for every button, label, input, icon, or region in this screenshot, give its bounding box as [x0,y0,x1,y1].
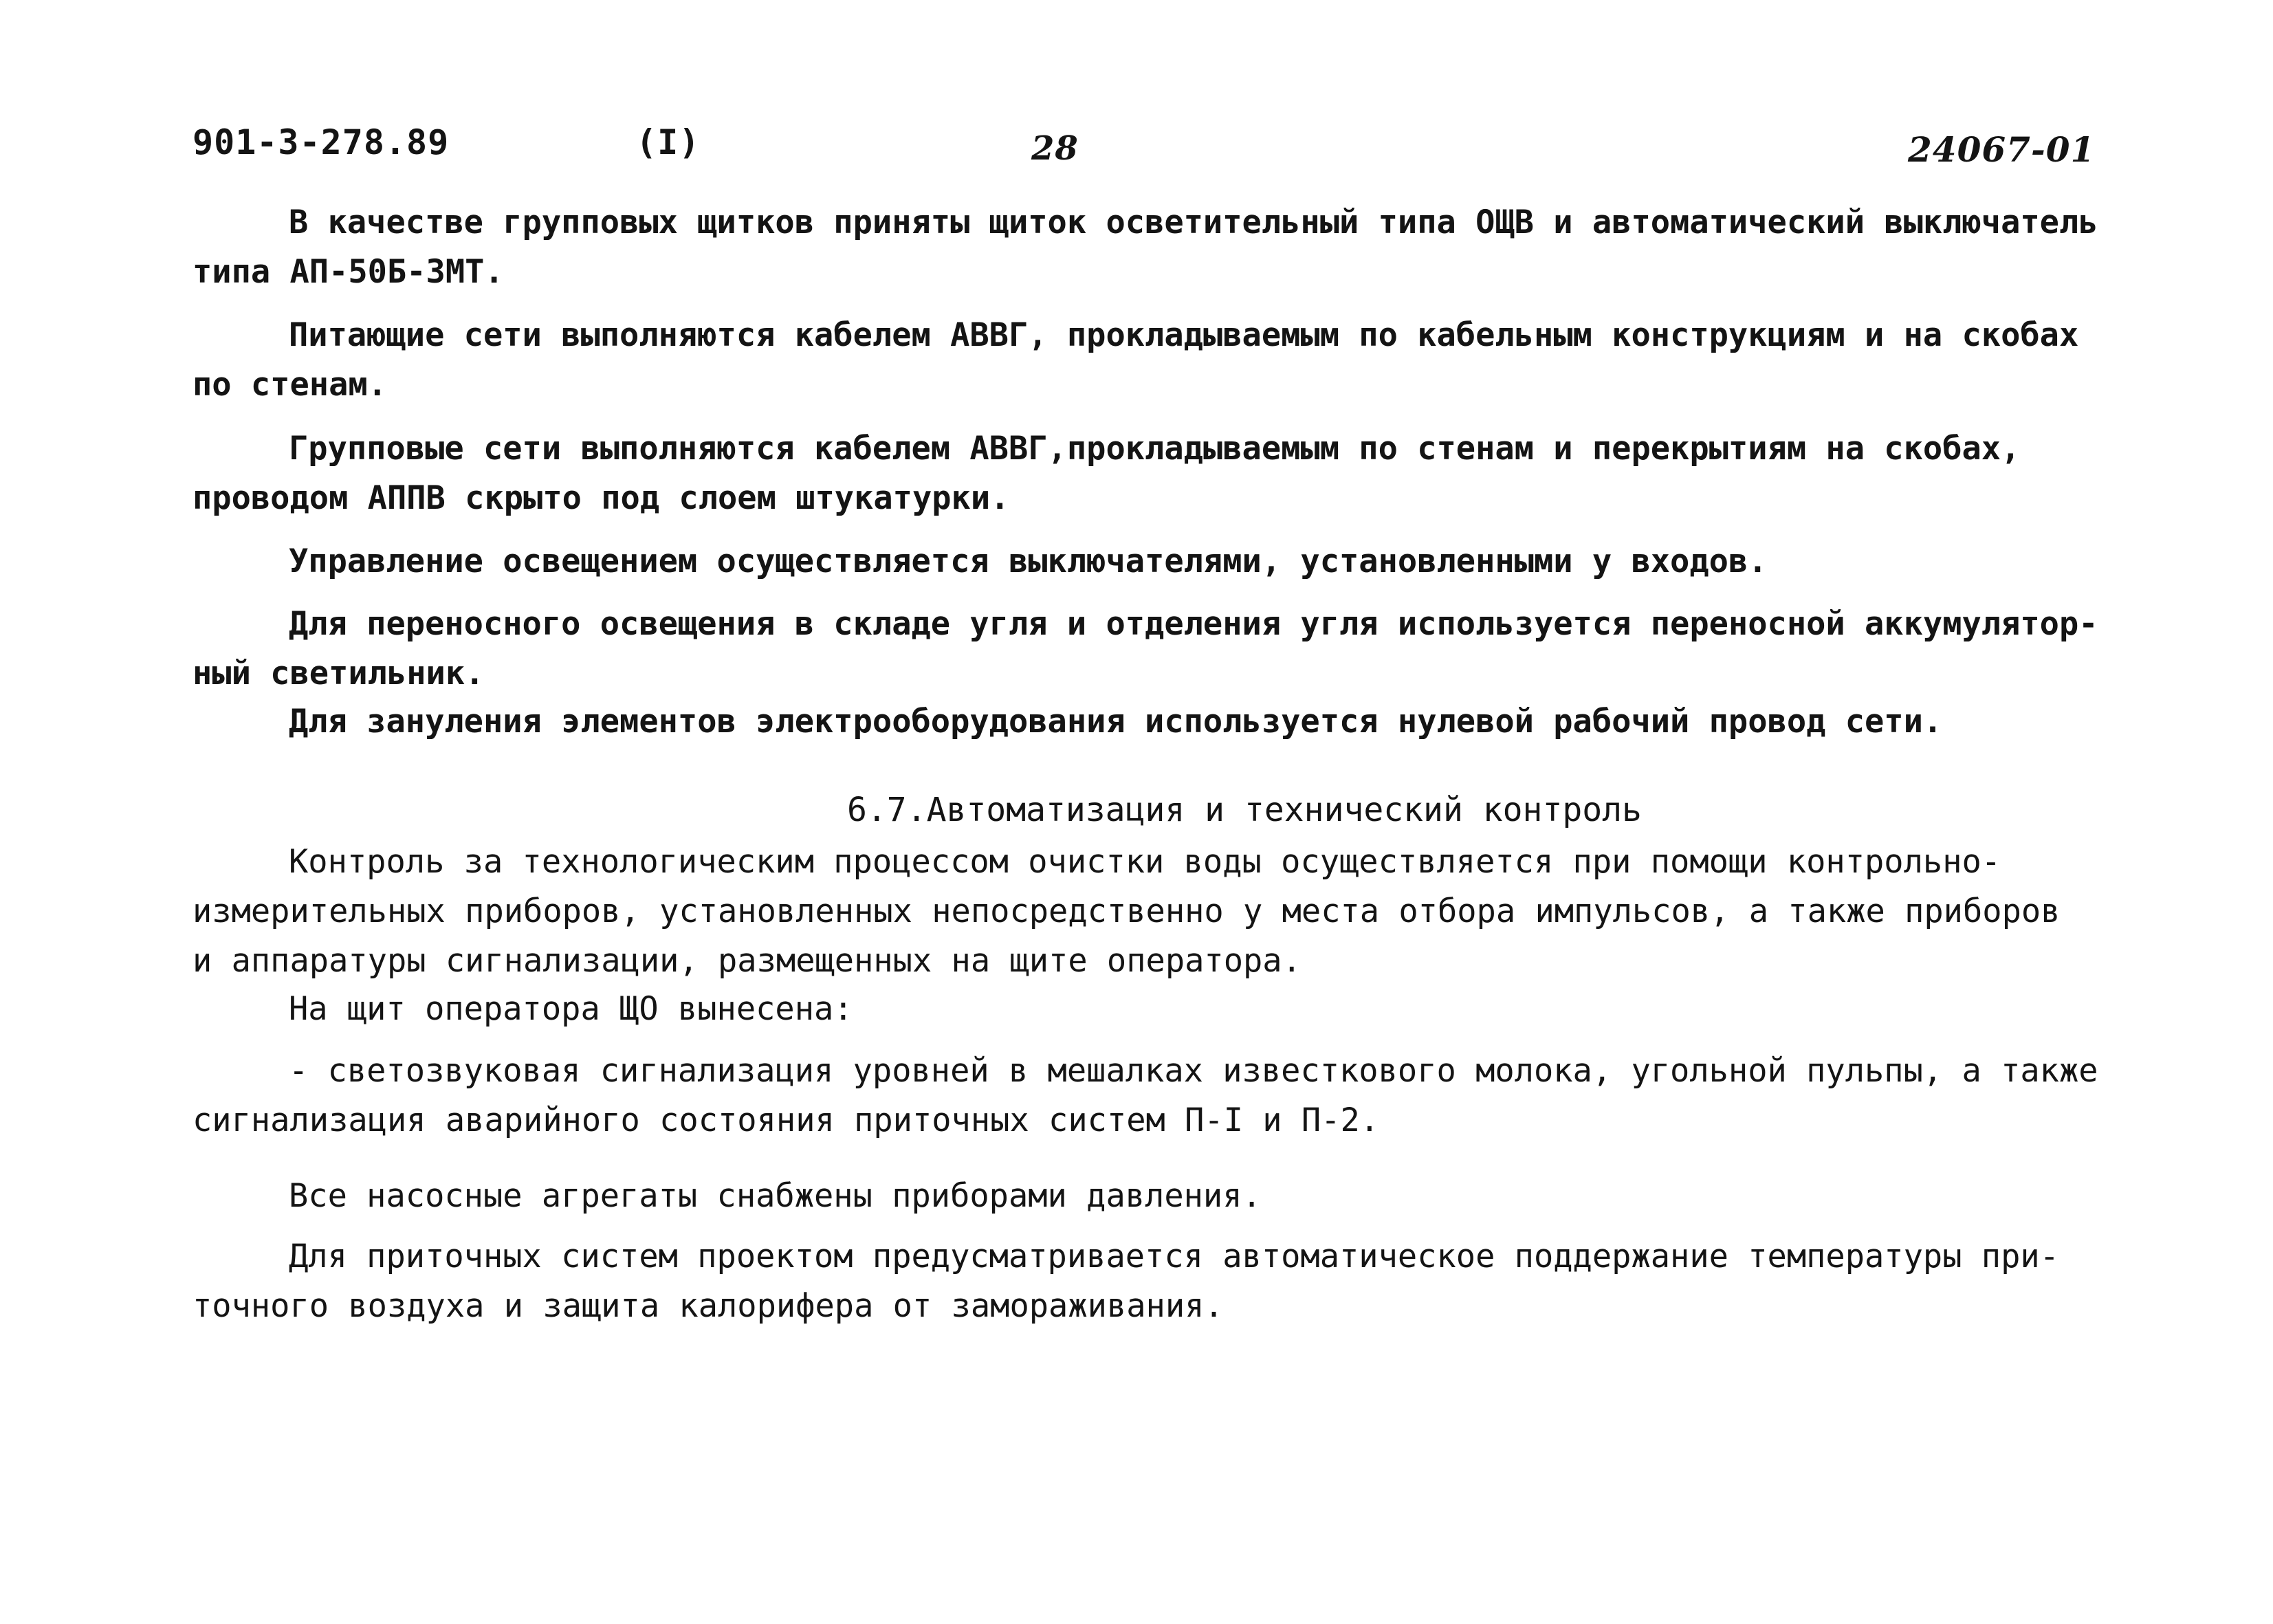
paragraph-line: Все насосные агрегаты снабжены приборами давления. [289,1177,1262,1215]
paragraph-line: ный светильник. [193,655,485,692]
document-part: (I) [636,122,701,162]
document-number: 24067-01 [1908,129,2096,170]
page-number: 28 [1031,129,1079,168]
paragraph-line: типа АП-50Б-3МТ. [193,253,504,291]
paragraph-line: Контроль за технологическим процессом очистки воды осуществляется при помощи контрольно- [289,843,2001,881]
paragraph-line: В качестве групповых щитков приняты щиток осветительный типа ОЩВ и автоматический выключатель [289,204,2098,241]
paragraph-line: Для переносного освещения в складе угля и отделения угля используется переносной аккумулятор- [289,605,2098,643]
paragraph-line: измерительных приборов, установленных непосредственно у места отбора импульсов, а также приборов [193,892,2061,930]
paragraph-line: Для приточных систем проектом предусматривается автоматическое поддержание температуры при- [289,1238,2059,1275]
paragraph-line: точного воздуха и защита калорифера от замораживания. [193,1287,1224,1325]
paragraph-line: На щит оператора ЩО вынесена: [289,990,853,1028]
paragraph-line: Управление освещением осуществляется выключателями, установленными у входов. [289,542,1768,580]
document-code: 901-3-278.89 [193,122,450,162]
paragraph-line: Питающие сети выполняются кабелем АВВГ, прокладываемым по кабельным конструкциям и на скобах [289,316,2079,354]
section-heading: 6.7.Автоматизация и технический контроль [847,791,1642,829]
paragraph-line: проводом АППВ скрыто под слоем штукатурки. [193,479,1010,517]
paragraph-line: и аппаратуры сигнализации, размещенных на щите оператора. [193,942,1302,980]
paragraph-line: сигнализация аварийного состояния приточных систем П-I и П-2. [193,1101,1380,1139]
paragraph-line: - светозвуковая сигнализация уровней в мешалках известкового молока, угольной пульпы, а также [289,1052,2098,1090]
paragraph-line: Для зануления элементов электрооборудования используется нулевой рабочий провод сети. [289,703,1943,740]
paragraph-line: по стенам. [193,366,387,404]
paragraph-line: Групповые сети выполняются кабелем АВВГ,прокладываемым по стенам и перекрытиям на скобах, [289,430,2021,468]
